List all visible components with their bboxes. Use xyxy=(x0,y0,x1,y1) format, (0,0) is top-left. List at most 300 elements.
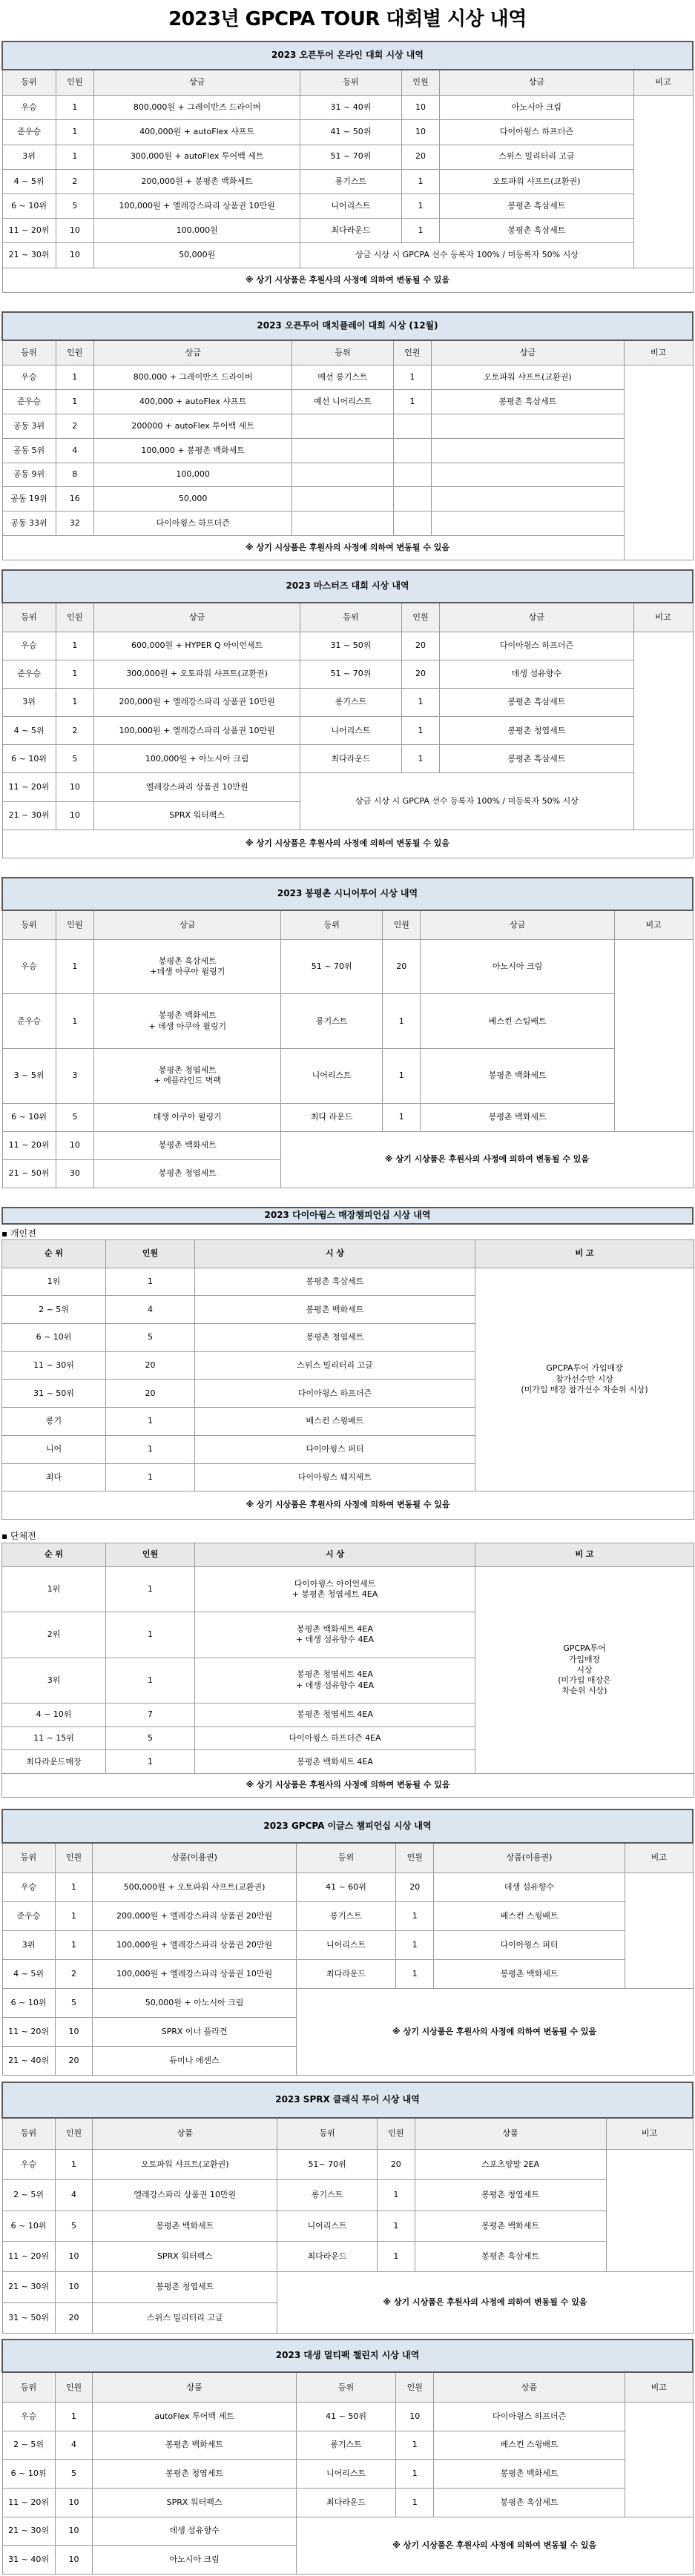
column-header: 비고 xyxy=(633,70,693,95)
column-header: 등위 xyxy=(292,340,393,365)
table-cell: 6 ~ 10위 xyxy=(2,745,56,773)
table-cell: 아노시아 크림 xyxy=(421,939,614,994)
table-cell: 200000 + autoFlex 투어백 세트 xyxy=(93,414,291,438)
table-cell: SPRX 워터팩스 xyxy=(93,2241,277,2271)
table-cell: 2 xyxy=(56,169,94,193)
table-cell: 20 xyxy=(401,632,440,660)
table-row xyxy=(2,2272,693,2302)
column-header: 시 상 xyxy=(195,1543,475,1567)
table-cell: 1 xyxy=(56,689,94,717)
table-cell: 다이아윙스 하프더즌 xyxy=(93,511,291,536)
table-row xyxy=(2,2488,693,2517)
column-header: 인원 xyxy=(396,2372,434,2402)
table-cell: 10 xyxy=(56,243,94,268)
table-cell: 10 xyxy=(55,2488,93,2517)
section-senior xyxy=(1,877,694,1188)
table-cell: 3위 xyxy=(2,145,56,169)
table-cell: 최다라운드 xyxy=(300,745,401,773)
sponsor-note: ※ 상기 시상품은 후원사의 사정에 의하여 변동될 수 있음 xyxy=(2,830,693,858)
table-cell: 16 xyxy=(56,487,93,511)
table-cell: 10 xyxy=(396,2402,434,2431)
table-cell xyxy=(432,414,625,438)
table-cell: 1 xyxy=(377,2211,415,2241)
table-cell: 41 ~ 50위 xyxy=(296,2402,396,2431)
table-cell: 다이아윙스 퍼터 xyxy=(195,1435,475,1463)
table-cell: 1 xyxy=(393,365,431,390)
table-cell: 니어리스트 xyxy=(277,2211,378,2241)
table-cell: 공동 5위 xyxy=(2,438,56,463)
column-header: 등위 xyxy=(300,70,401,95)
table-cell: 1 xyxy=(396,2431,434,2460)
table-cell: 1 xyxy=(106,1408,195,1436)
column-header: 인원 xyxy=(377,2118,415,2150)
section-title: 2023 봉평촌 시니어투어 시상 내역 xyxy=(2,878,693,910)
table-cell: 2 ~ 5위 xyxy=(2,1296,106,1324)
table-cell: 4 ~ 10위 xyxy=(2,1703,106,1726)
table-cell: 20 xyxy=(106,1380,195,1408)
table-cell: 21 ~ 30위 xyxy=(2,2272,55,2302)
table-cell: 10 xyxy=(55,2241,93,2271)
table-cell: 공동 33위 xyxy=(2,511,56,536)
column-header: 상품(이용권) xyxy=(93,1843,296,1873)
table-cell: 4 xyxy=(55,2180,93,2211)
table-cell: 준우승 xyxy=(2,390,56,414)
section-title: 2023 SPRX 클래식 투어 시상 내역 xyxy=(2,2082,693,2118)
table-row xyxy=(2,632,693,660)
table-cell: 베스컨 스팀배트 xyxy=(421,994,614,1049)
table-cell: 800,000 + 그레이반즈 드라이버 xyxy=(93,365,291,390)
table-cell: 오토파워 샤프트(교환권) xyxy=(93,2149,277,2179)
table-cell: 우승 xyxy=(2,1873,55,1901)
table-cell: 엘레강스파리 상품권 10만원 xyxy=(93,2180,277,2211)
table-cell: 21 ~ 30위 xyxy=(2,801,56,830)
table-row xyxy=(2,994,693,1049)
table-cell: 100,000원 + 엘레강스파리 상품권 20만원 xyxy=(93,1930,296,1959)
table-cell: 데생 섬유향수 xyxy=(440,660,633,688)
table-cell: 20 xyxy=(401,145,440,169)
table-cell: 1 xyxy=(382,1103,421,1131)
table-cell xyxy=(292,511,393,536)
table-cell: 30 xyxy=(56,1159,94,1188)
table-row xyxy=(2,463,693,487)
table-cell: 준우승 xyxy=(2,120,56,145)
sponsor-note: ※ 상기 시상품은 후원사의 사정에 의하여 변동될 수 있음 xyxy=(2,1774,694,1798)
table-cell: 우승 xyxy=(2,96,56,120)
table-cell: 니어리스트 xyxy=(281,1049,382,1104)
table-cell xyxy=(393,487,431,511)
table-cell: 3 ~ 5위 xyxy=(2,1049,56,1104)
column-header: 등위 xyxy=(2,70,56,95)
prize-table xyxy=(1,2082,694,2334)
table-cell: 1 xyxy=(55,1873,93,1901)
table-cell: 50,000원 xyxy=(94,243,300,268)
table-cell: 스위스 밀리터리 고글 xyxy=(440,145,633,169)
table-cell: 1 xyxy=(401,717,440,745)
table-cell: 31 ~ 40위 xyxy=(300,96,401,120)
prize-table xyxy=(1,41,694,293)
table-row xyxy=(2,219,693,243)
table-cell: 봉평촌 흑삼세트 +데생 아쿠아 윌링기 xyxy=(94,939,281,994)
column-header: 등위 xyxy=(296,1843,396,1873)
table-cell: 봉평촌 백화세트 xyxy=(421,1103,614,1131)
column-header: 비고 xyxy=(614,910,693,939)
section-title: 2023 마스터즈 대회 시상 내역 xyxy=(2,570,693,603)
table-cell xyxy=(614,939,693,1131)
table-cell: 3위 xyxy=(2,1658,106,1703)
table-cell: 10 xyxy=(56,1131,94,1159)
table-cell: 1 xyxy=(56,96,94,120)
table-cell: 1 xyxy=(401,745,440,773)
column-header: 인원 xyxy=(396,1843,434,1873)
table-row xyxy=(2,1988,693,2017)
section-title: 2023 오픈투어 매치플레이 대회 시상 (12월) xyxy=(2,312,693,340)
table-cell: 21 ~ 40위 xyxy=(2,2046,55,2075)
table-cell: 20 xyxy=(55,2046,93,2075)
table-cell: 2 ~ 5위 xyxy=(2,2180,55,2211)
table-row xyxy=(2,2241,693,2271)
table-cell: 300,000원 + autoFlex 투어백 세트 xyxy=(94,145,300,169)
column-header: 비고 xyxy=(606,2118,693,2150)
table-cell: 1 xyxy=(382,994,421,1049)
table-cell: 10 xyxy=(56,773,94,801)
column-header: 상금 xyxy=(94,70,300,95)
column-header: 상금 xyxy=(432,340,625,365)
table-cell: 11 ~ 30위 xyxy=(2,1351,106,1380)
table-cell: 5 xyxy=(106,1324,195,1352)
table-cell: 100,000 + 봉평촌 백화세트 xyxy=(93,438,291,463)
table-cell xyxy=(606,2149,693,2271)
table-cell: 11 ~ 20위 xyxy=(2,2241,55,2271)
column-header: 인원 xyxy=(106,1240,195,1268)
table-cell: 최다라운드 xyxy=(296,1959,396,1988)
table-cell: 스위스 밀리터리 고글 xyxy=(195,1351,475,1380)
table-cell: 엘레강스파리 상품권 10만원 xyxy=(94,773,300,801)
prize-table xyxy=(1,1543,694,1798)
table-cell xyxy=(292,463,393,487)
table-cell xyxy=(432,487,625,511)
table-cell: 4 ~ 5위 xyxy=(2,717,56,745)
subsection-label: ▪ 단체전 xyxy=(1,1531,36,1541)
column-header: 비고 xyxy=(625,2372,693,2402)
table-cell: 2 xyxy=(55,1959,93,1988)
table-row xyxy=(2,169,693,193)
table-row xyxy=(2,96,693,120)
table-cell: 최다라운드매장 xyxy=(2,1750,106,1774)
table-cell: 공동 9위 xyxy=(2,463,56,487)
table-cell: 롱기스트 xyxy=(296,2431,396,2460)
column-header: 인원 xyxy=(56,70,94,95)
column-header: 인원 xyxy=(393,340,431,365)
table-cell xyxy=(393,438,431,463)
table-cell: 다이아윙스 하프더즌 xyxy=(440,120,633,145)
table-cell: 4 xyxy=(55,2431,93,2460)
table-cell: 1 xyxy=(55,1930,93,1959)
page-title: 2023년 GPCPA TOUR 대회별 시상 내역 xyxy=(168,7,527,30)
table-cell: 준우승 xyxy=(2,1901,55,1930)
table-cell: 2 ~ 5위 xyxy=(2,2431,55,2460)
table-cell: 100,000원 + 아노시아 크림 xyxy=(94,745,300,773)
table-cell: 스위스 밀리터리 고글 xyxy=(93,2302,277,2333)
table-cell: ※ 상기 시상품은 후원사의 사정에 의하여 변동될 수 있음 xyxy=(277,2272,693,2334)
table-cell: 1 xyxy=(56,120,94,145)
table-cell: 봉평촌 백화세트 xyxy=(415,2211,606,2241)
table-cell: 1 xyxy=(56,145,94,169)
table-cell: 51~ 70위 xyxy=(277,2149,378,2179)
table-cell: 50,000 xyxy=(93,487,291,511)
table-cell: 데생 섬유향수 xyxy=(93,2517,296,2546)
table-cell: 1 xyxy=(377,2241,415,2271)
table-cell: 예선 롱기스트 xyxy=(292,365,393,390)
table-cell: 51 ~ 70위 xyxy=(300,660,401,688)
table-cell: 1 xyxy=(396,2460,434,2489)
table-cell: 1 xyxy=(106,1435,195,1463)
table-cell: 41 ~ 60위 xyxy=(296,1873,396,1901)
table-cell: 2 xyxy=(56,414,93,438)
table-cell: 11 ~ 20위 xyxy=(2,1131,56,1159)
column-header: 인원 xyxy=(55,2118,93,2150)
column-header: 등위 xyxy=(2,2372,55,2402)
table-cell: 봉평촌 백화세트 xyxy=(195,1296,475,1324)
table-cell: 20 xyxy=(377,2149,415,2179)
table-cell: 10 xyxy=(55,2017,93,2046)
table-row xyxy=(2,1268,694,1296)
table-cell: 1 xyxy=(401,689,440,717)
column-header: 인원 xyxy=(56,340,93,365)
table-row xyxy=(2,145,693,169)
table-cell: 10 xyxy=(401,120,440,145)
table-cell: autoFlex 투어백 세트 xyxy=(93,2402,296,2431)
section-title-block xyxy=(1,1207,694,1225)
column-header: 등위 xyxy=(2,1843,55,1873)
table-cell: 아노시아 크림 xyxy=(93,2546,296,2575)
section-dia-team xyxy=(1,1543,694,1798)
table-cell: 6 ~ 10위 xyxy=(2,2211,55,2241)
subsection-label: ▪ 개인전 xyxy=(1,1228,36,1239)
table-cell xyxy=(292,438,393,463)
table-cell: 21 ~ 30위 xyxy=(2,243,56,268)
table-cell: 봉평촌 흑삼세트 xyxy=(415,2241,606,2271)
column-header: 상금 xyxy=(421,910,614,939)
table-cell: 20 xyxy=(106,1351,195,1380)
table-cell: 6 ~ 10위 xyxy=(2,1103,56,1131)
table-cell: 봉평촌 흑삼세트 xyxy=(440,193,633,218)
table-cell: SPRX 워터팩스 xyxy=(94,801,300,830)
column-header: 비고 xyxy=(625,1843,693,1873)
table-cell: 다이아윙스 하프더즌 xyxy=(440,632,633,660)
table-cell: 6 ~ 10위 xyxy=(2,1324,106,1352)
column-header: 상품(이용권) xyxy=(434,1843,625,1873)
table-cell: 1 xyxy=(56,632,94,660)
table-row xyxy=(2,717,693,745)
column-header: 상품 xyxy=(415,2118,606,2150)
table-cell: 봉평촌 흑삼세트 xyxy=(440,219,633,243)
table-cell: 공동 3위 xyxy=(2,414,56,438)
table-cell: 최다 xyxy=(2,1463,106,1491)
table-cell: 1 xyxy=(396,1930,434,1959)
table-cell xyxy=(292,414,393,438)
table-cell: 봉평촌 백화세트 xyxy=(434,2460,625,2489)
table-cell: 10 xyxy=(55,2272,93,2302)
table-cell: 1 xyxy=(401,193,440,218)
section-league xyxy=(1,1809,694,2076)
table-cell: 데생 아쿠아 윌링기 xyxy=(94,1103,281,1131)
table-cell: 1 xyxy=(106,1566,195,1612)
table-cell: 20 xyxy=(401,660,440,688)
table-cell: 6 ~ 10위 xyxy=(2,193,56,218)
table-cell: 10 xyxy=(56,801,94,830)
table-cell: 1 xyxy=(106,1268,195,1296)
prize-table xyxy=(1,877,694,1188)
table-cell xyxy=(393,414,431,438)
table-cell: 4 ~ 5위 xyxy=(2,1959,55,1988)
table-row xyxy=(2,120,693,145)
table-cell: 데생 섬유향수 xyxy=(434,1873,625,1901)
table-cell: 봉평촌 청엽세트 xyxy=(195,1324,475,1352)
table-row xyxy=(2,1131,693,1159)
table-cell: 1 xyxy=(55,1901,93,1930)
table-cell: 100,000원 + 엘레강스파리 상품권 10만원 xyxy=(93,1959,296,1988)
column-header: 비 고 xyxy=(475,1543,694,1567)
table-cell: 예선 니어리스트 xyxy=(292,390,393,414)
table-cell: 6 ~ 10위 xyxy=(2,2460,55,2489)
sponsor-note: ※ 상기 시상품은 후원사의 사정에 의하여 변동될 수 있음 xyxy=(2,268,693,292)
table-cell xyxy=(633,632,693,830)
column-header: 등위 xyxy=(300,603,401,632)
column-header: 상금 xyxy=(440,70,633,95)
table-row xyxy=(2,1049,693,1104)
column-header: 순 위 xyxy=(2,1543,106,1567)
table-cell: 1 xyxy=(56,939,94,994)
table-cell: 100,000 xyxy=(93,463,291,487)
table-row xyxy=(2,1930,693,1959)
table-row xyxy=(2,365,693,390)
table-cell: 베스컨 스윙배트 xyxy=(434,1901,625,1930)
table-cell: 100,000원 + 엘레강스파리 상품권 10만원 xyxy=(94,193,300,218)
section-dia-indiv xyxy=(1,1239,694,1520)
table-row xyxy=(2,1566,694,1612)
table-row xyxy=(2,1901,693,1930)
column-header: 등위 xyxy=(2,340,56,365)
table-cell: 상금 시상 시 GPCPA 선수 등록자 100% / 미등록자 50% 시상 xyxy=(300,243,633,268)
table-cell: 31 ~ 50위 xyxy=(2,1380,106,1408)
table-row xyxy=(2,2517,693,2546)
table-cell: 오토파워 샤프트(교환권) xyxy=(440,169,633,193)
table-cell: 21 ~ 30위 xyxy=(2,2517,55,2546)
table-cell: 우승 xyxy=(2,2149,55,2179)
table-cell: ※ 상기 시상품은 후원사의 사정에 의하여 변동될 수 있음 xyxy=(296,1988,693,2075)
column-header: 비고 xyxy=(624,340,693,365)
table-cell: 600,000원 + HYPER Q 아이언세트 xyxy=(94,632,300,660)
table-cell: 1 xyxy=(55,2402,93,2431)
table-cell: 8 xyxy=(56,463,93,487)
table-cell: 10 xyxy=(56,219,94,243)
column-header: 순 위 xyxy=(2,1240,106,1268)
table-cell: 100,000원 + 엘레강스파리 상품권 10만원 xyxy=(94,717,300,745)
table-cell: 4 xyxy=(56,438,93,463)
table-cell: 다이아윙스 하프더즌 xyxy=(434,2402,625,2431)
table-cell: 준우승 xyxy=(2,994,56,1049)
table-cell: 5 xyxy=(55,2211,93,2241)
table-row xyxy=(2,773,693,801)
table-cell: 1 xyxy=(106,1612,195,1658)
table-row xyxy=(2,2149,693,2179)
column-header: 시 상 xyxy=(195,1240,475,1268)
table-cell: 51 ~ 70위 xyxy=(300,145,401,169)
table-cell xyxy=(393,511,431,536)
sponsor-note: ※ 상기 시상품은 후원사의 사정에 의하여 변동될 수 있음 xyxy=(2,536,693,560)
table-cell xyxy=(633,96,693,268)
table-cell: 200,000원 + 봉평촌 백화세트 xyxy=(94,169,300,193)
table-row xyxy=(2,2211,693,2241)
table-cell: 5 xyxy=(56,193,94,218)
table-cell: 봉평촌 백화세트 xyxy=(434,1959,625,1988)
table-cell: 10 xyxy=(401,96,440,120)
section-sprx xyxy=(1,2082,694,2334)
table-cell: GPCPA투어 가입매장 시상 (미가입 매장은 차순위 시상) xyxy=(475,1566,694,1773)
table-cell: 봉평촌 백화세트 4EA + 데생 섬유향수 4EA xyxy=(195,1612,475,1658)
column-header: 등위 xyxy=(2,910,56,939)
table-cell xyxy=(432,463,625,487)
table-cell: 롱기스트 xyxy=(300,169,401,193)
table-cell: 우승 xyxy=(2,365,56,390)
table-cell: 5 xyxy=(55,2460,93,2489)
prize-table xyxy=(1,311,694,560)
table-cell: 3위 xyxy=(2,1930,55,1959)
table-cell: 5 xyxy=(56,1103,94,1131)
table-cell: 1 xyxy=(401,219,440,243)
table-cell: 봉평촌 백화세트 4EA xyxy=(195,1750,475,1774)
section-daesaeng xyxy=(1,2339,694,2575)
table-cell: 봉평촌 백화세트 + 데생 아쿠아 윌링기 xyxy=(94,994,281,1049)
column-header: 상금 xyxy=(94,910,281,939)
table-row xyxy=(2,689,693,717)
table-cell xyxy=(432,511,625,536)
column-header: 등위 xyxy=(2,2118,55,2150)
table-row xyxy=(2,487,693,511)
table-cell: 7 xyxy=(106,1703,195,1726)
section-masters xyxy=(1,569,694,858)
section-title: 2023 GPCPA 이글스 챔피언십 시상 내역 xyxy=(2,1810,693,1843)
column-header: 비고 xyxy=(633,603,693,632)
table-cell: 롱기스트 xyxy=(277,2180,378,2211)
table-cell: 1 xyxy=(56,660,94,688)
table-row xyxy=(2,243,693,268)
table-cell: 32 xyxy=(56,511,93,536)
table-cell: 니어 xyxy=(2,1435,106,1463)
table-cell: 베스컨 스윙배트 xyxy=(434,2431,625,2460)
table-cell: 봉평촌 청엽세트 xyxy=(94,1159,281,1188)
table-cell: 최다라운드 xyxy=(300,219,401,243)
table-cell: 1 xyxy=(56,365,93,390)
table-cell: 1 xyxy=(56,390,93,414)
section-title: 2023 다이아윙스 매장챔피언십 시상 내역 xyxy=(2,1208,693,1224)
table-cell: 롱기스트 xyxy=(296,1901,396,1930)
column-header: 상품 xyxy=(434,2372,625,2402)
table-cell: 봉평촌 흑삼세트 xyxy=(432,390,625,414)
table-cell: 최다라운드 xyxy=(296,2488,396,2517)
table-row xyxy=(2,1873,693,1901)
table-cell: 봉평촌 백화세트 xyxy=(94,1131,281,1159)
column-header: 상금 xyxy=(94,603,300,632)
table-cell: GPCPA투어 가입매장 참가선수만 시상 (미가입 매장 참가선수 차순위 시상) xyxy=(475,1268,694,1491)
column-header: 인원 xyxy=(55,2372,93,2402)
table-cell: 21 ~ 50위 xyxy=(2,1159,56,1188)
table-cell: 1 xyxy=(106,1750,195,1774)
section-online xyxy=(1,41,694,293)
table-cell: ※ 상기 시상품은 후원사의 사정에 의하여 변동될 수 있음 xyxy=(281,1131,693,1188)
table-cell: 봉평촌 흑삼세트 xyxy=(434,2488,625,2517)
table-row xyxy=(2,438,693,463)
